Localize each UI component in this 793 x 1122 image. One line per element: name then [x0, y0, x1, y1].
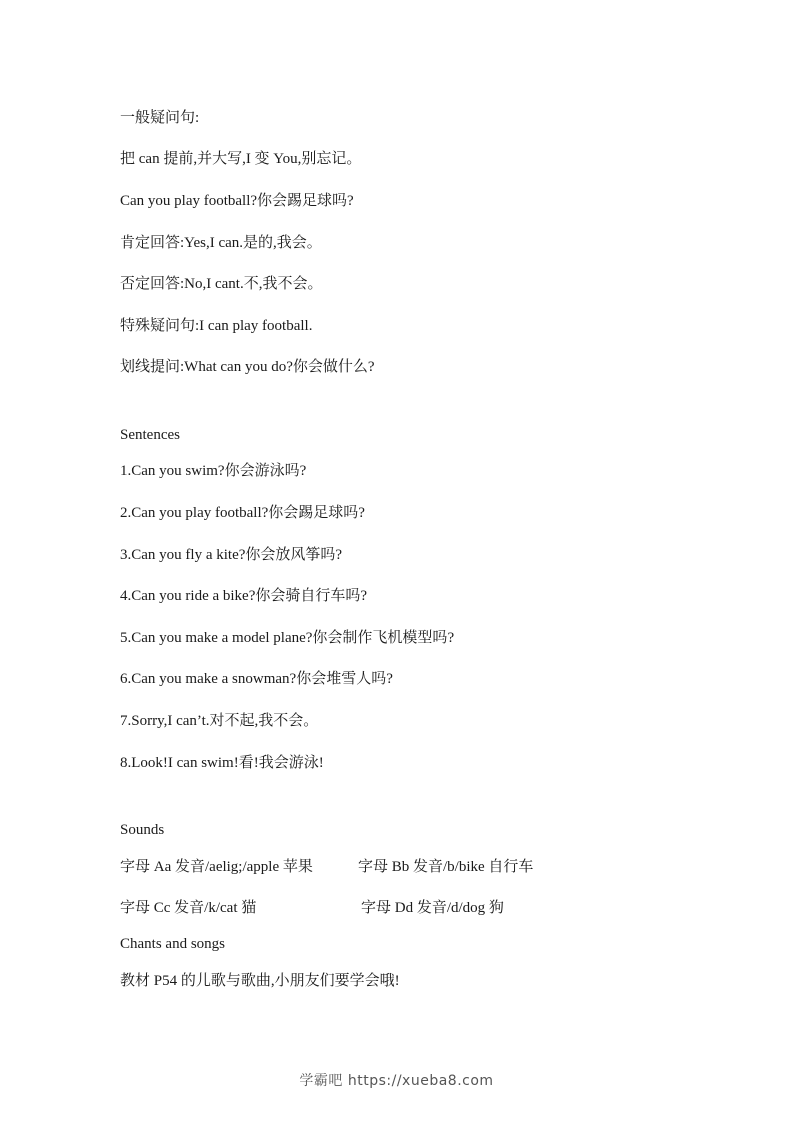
sentence-item: 1.Can you swim?你会游泳吗? [120, 463, 307, 479]
footer-watermark: 学霸吧 https://xueba8.com [299, 1073, 494, 1089]
negative-answer: 否定回答:No,I cant.不,我不会。 [120, 276, 323, 292]
special-question: 特殊疑问句:I can play football. [120, 318, 313, 334]
sentence-item: 4.Can you ride a bike?你会骑自行车吗? [120, 588, 368, 604]
sentence-item: 8.Look!I can swim!看!我会游泳! [120, 755, 324, 771]
positive-answer: 肯定回答:Yes,I can.是的,我会。 [120, 235, 322, 251]
grammar-rule: 把 can 提前,并大写,I 变 You,别忘记。 [120, 151, 362, 167]
sentence-item: 7.Sorry,I can’t.对不起,我不会。 [120, 713, 319, 729]
sentence-item: 5.Can you make a model plane?你会制作飞机模型吗? [120, 630, 455, 646]
grammar-example: Can you play football?你会踢足球吗? [120, 193, 354, 209]
sentence-item: 3.Can you fly a kite?你会放风筝吗? [120, 547, 343, 563]
sound-letter-aa: 字母 Aa 发音/aelig;/apple 苹果 [120, 859, 313, 875]
underline-question: 划线提问:What can you do?你会做什么? [120, 359, 375, 375]
grammar-heading: 一般疑问句: [120, 110, 200, 126]
sound-letter-cc: 字母 Cc 发音/k/cat 猫 [120, 900, 257, 916]
sentence-item: 2.Can you play football?你会踢足球吗? [120, 505, 365, 521]
chants-text: 教材 P54 的儿歌与歌曲,小朋友们要学会哦! [120, 973, 400, 989]
sentences-heading: Sentences [120, 427, 180, 443]
sound-letter-bb: 字母 Bb 发音/b/bike 自行车 [358, 859, 534, 875]
sound-letter-dd: 字母 Dd 发音/d/dog 狗 [361, 900, 504, 916]
sounds-heading: Sounds [120, 822, 165, 838]
sentence-item: 6.Can you make a snowman?你会堆雪人吗? [120, 671, 393, 687]
chants-heading: Chants and songs [120, 936, 225, 952]
